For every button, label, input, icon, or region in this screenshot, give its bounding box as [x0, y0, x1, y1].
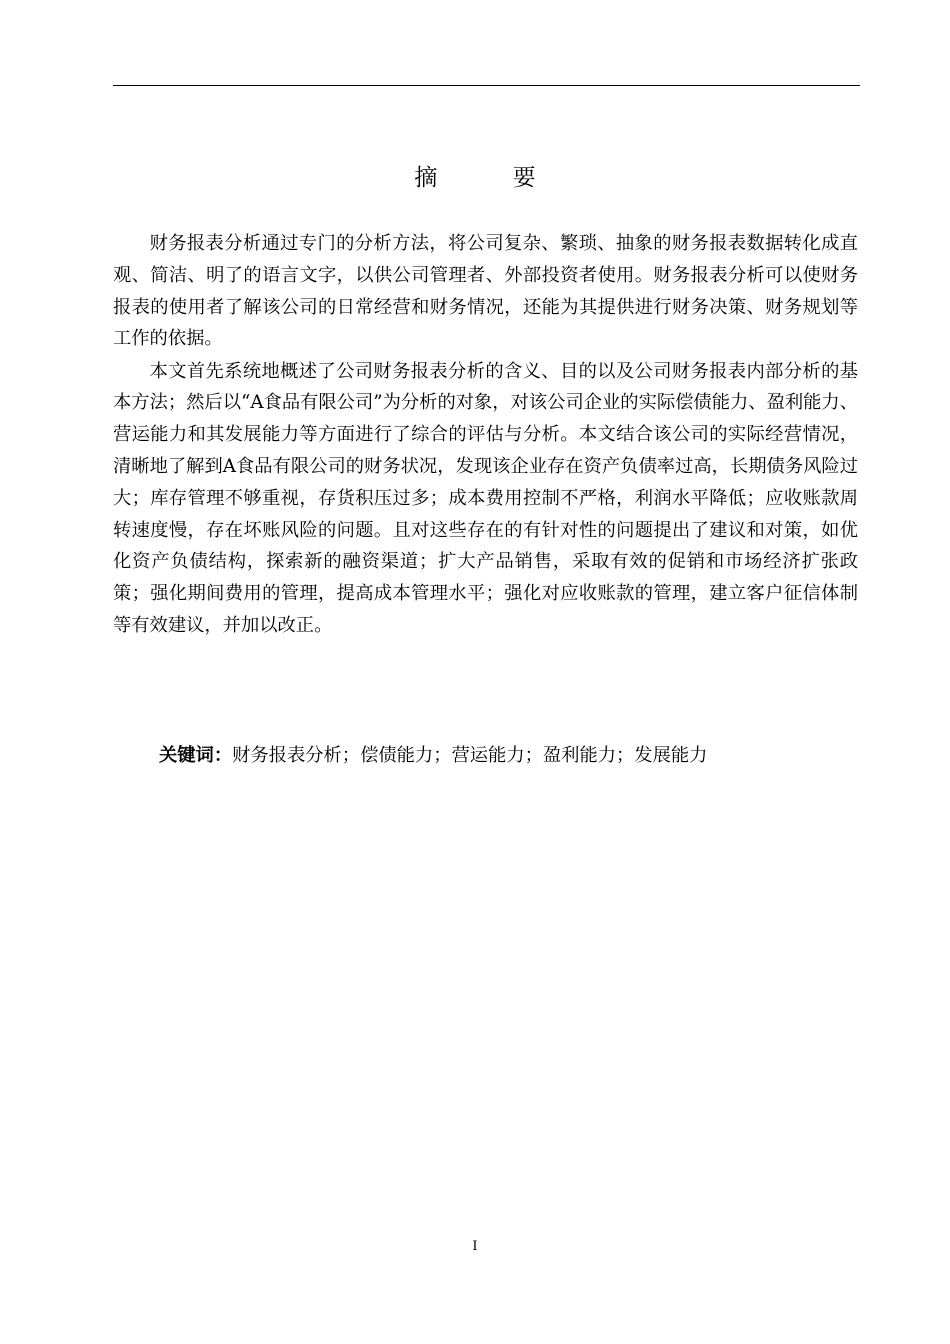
keywords-label: 关键词： — [159, 745, 233, 766]
abstract-body — [113, 228, 858, 642]
keywords-line — [159, 740, 707, 772]
abstract-paragraph-1: 财务报表分析通过专门的分析方法，将公司复杂、繁琐、抽象的财务报表数据转化成直观、简洁、明了的语言文字，以供公司管理者、外部投资者使用。财务报表分析可以使财务报表的使用者了解该公司的日常经营和财务情况，还能为其提供进行财务决策、财务规划等工作的依据。 — [113, 233, 858, 350]
keywords-text: 财务报表分析；偿债能力；营运能力；盈利能力；发展能力 — [232, 745, 708, 766]
page-number: I — [472, 1239, 478, 1254]
abstract-paragraph-2: 本文首先系统地概述了公司财务报表分析的含义、目的以及公司财务报表内部分析的基本方法；然后以“A食品有限公司”为分析的对象，对该公司企业的实际偿债能力、盈利能力、营运能力和其发展能力等方面进行了综合的评估与分析。本文结合该公司的实际经营情况，清晰地了解到A食品有限公司的财务状况，发现该企业存在资产负债率过高，长期债务风险过大；库存管理不够重视，存货积压过多；成本费用控制不严格，利润水平降低；应收账款周转速度慢，存在坏账风险的问题。且对这些存在的有针对性的问题提出了建议和对策，如优化资产负债结构，探索新的融资渠道；扩大产品销售，采取有效的促销和市场经济扩张政策；强化期间费用的管理，提高成本管理水平；强化对应收账款的管理，建立客户征信体制等有效建议，并加以改正。 — [113, 360, 858, 637]
header-rule — [113, 85, 860, 86]
abstract-title: 摘 要 — [414, 165, 570, 191]
